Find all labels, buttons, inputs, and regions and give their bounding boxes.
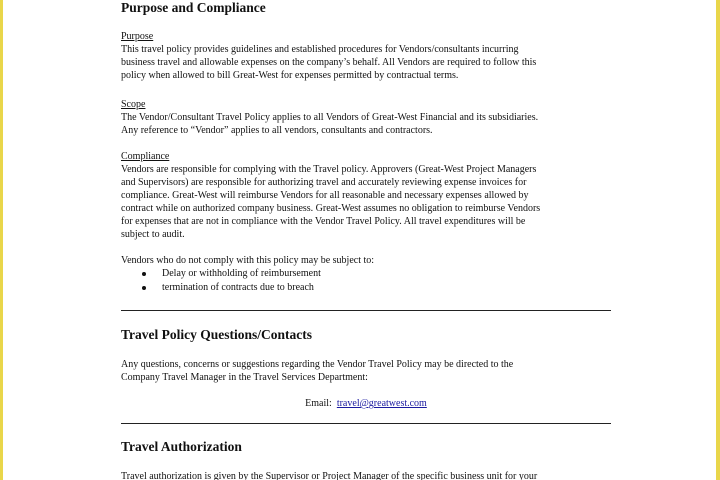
questions-line: Company Travel Manager in the Travel Services Department:	[121, 372, 368, 383]
section-divider	[121, 423, 611, 424]
authorization-line: Travel authorization is given by the Supervisor or Project Manager of the specific business unit for your	[121, 471, 538, 480]
scope-line: Any reference to “Vendor” applies to all vendors, consultants and contractors.	[121, 125, 433, 136]
compliance-block	[121, 150, 611, 241]
compliance-line: compliance. Great-West will reimburse Vendors for all reasonable and necessary expenses allowed by	[121, 190, 529, 201]
noncompliance-block	[121, 254, 611, 295]
questions-block	[121, 358, 611, 384]
noncompliance-list	[121, 267, 611, 295]
scope-line: The Vendor/Consultant Travel Policy applies to all Vendors of Great-West Financial and its subsidiaries.	[121, 112, 539, 123]
purpose-block	[121, 30, 611, 82]
purpose-line: business travel and allowable expenses on the company’s behalf. All Vendors are required to follow this	[121, 57, 537, 68]
questions-line: Any questions, concerns or suggestions regarding the Vendor Travel Policy may be directed to the	[121, 359, 514, 370]
compliance-label: Compliance	[121, 151, 170, 162]
compliance-line: for expenses that are not in compliance with the Vendor Travel Policy. All travel expenditures will be	[121, 216, 526, 227]
section-heading-purpose-compliance: Purpose and Compliance	[121, 0, 266, 15]
compliance-line: and Supervisors) are responsible for authorizing travel and accurately reviewing expense invoices for	[121, 177, 527, 188]
section-divider	[121, 310, 611, 311]
email-row	[121, 397, 611, 410]
purpose-label: Purpose	[121, 31, 154, 42]
purpose-compliance-section	[121, 0, 611, 16]
noncompliance-intro: Vendors who do not comply with this policy may be subject to:	[121, 255, 375, 266]
bullet-icon	[142, 286, 146, 290]
compliance-line: Vendors are responsible for complying with the Travel policy. Approvers (Great-West Project Managers	[121, 164, 537, 175]
authorization-section	[121, 439, 611, 455]
list-item: Delay or withholding of reimbursement	[121, 267, 611, 281]
section-heading-questions: Travel Policy Questions/Contacts	[121, 327, 312, 342]
scope-block	[121, 98, 611, 137]
list-item: termination of contracts due to breach	[121, 281, 611, 295]
compliance-line: contract while on authorized company business. Great-West assumes no obligation to reimburse Vendors	[121, 203, 541, 214]
email-label: Email:	[305, 398, 332, 409]
purpose-line: This travel policy provides guidelines and established procedures for Vendors/consultants incurring	[121, 44, 519, 55]
compliance-line: subject to audit.	[121, 229, 185, 240]
purpose-line: policy when allowed to bill Great-West for expenses permitted by contractual terms.	[121, 70, 459, 81]
document-page	[3, 0, 716, 480]
email-link[interactable]: travel@greatwest.com	[336, 398, 427, 409]
bullet-icon	[142, 272, 146, 276]
authorization-block	[121, 470, 611, 480]
scope-label: Scope	[121, 99, 146, 110]
questions-section	[121, 327, 611, 343]
section-heading-authorization: Travel Authorization	[121, 439, 242, 454]
